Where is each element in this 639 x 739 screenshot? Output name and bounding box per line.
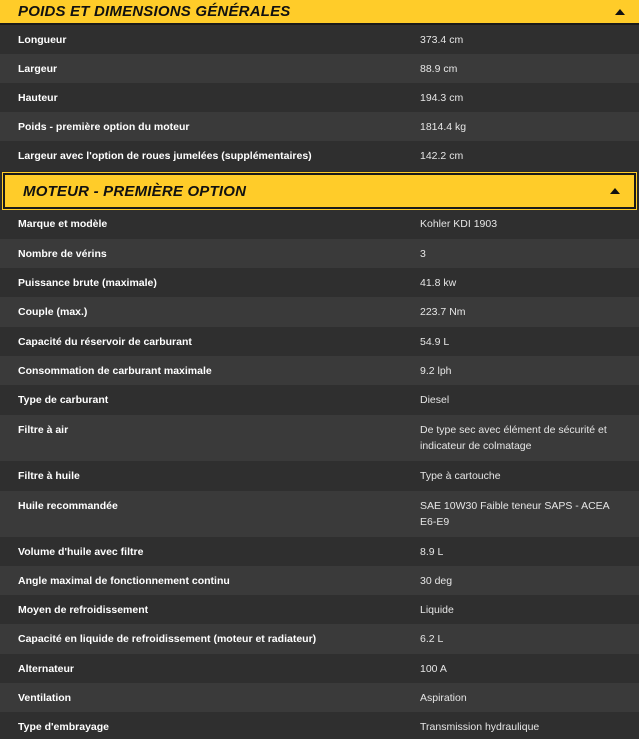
spec-label: Capacité en liquide de refroidissement (moteur et radiateur)	[18, 633, 317, 645]
table-row	[0, 712, 639, 739]
spec-label: Filtre à air	[18, 424, 69, 436]
spec-label: Alternateur	[18, 663, 75, 675]
spec-label: Poids - première option du moteur	[18, 121, 190, 133]
spec-label: Marque et modèle	[18, 218, 108, 230]
spec-value: 30 deg	[420, 575, 453, 587]
table-row	[0, 566, 639, 595]
spec-label: Moyen de refroidissement	[18, 604, 149, 616]
spec-value: 373.4 cm	[420, 34, 464, 46]
table-row	[0, 83, 639, 112]
spec-value: Transmission hydraulique	[420, 721, 540, 733]
spec-label: Largeur avec l'option de roues jumelées (supplémentaires)	[18, 150, 312, 162]
section-header-dimensions[interactable]	[0, 0, 639, 25]
spec-label: Angle maximal de fonctionnement continu	[18, 575, 230, 587]
table-row	[0, 385, 639, 415]
spec-label: Largeur	[18, 63, 58, 75]
spec-value: 142.2 cm	[420, 150, 464, 162]
spec-label: Huile recommandée	[18, 500, 118, 512]
spec-value: 41.8 kw	[420, 277, 457, 289]
spec-value: Kohler KDI 1903	[420, 218, 498, 230]
table-row	[0, 461, 639, 491]
table-row	[0, 595, 639, 624]
spec-value: Diesel	[420, 394, 450, 406]
spec-label: Puissance brute (maximale)	[18, 277, 157, 289]
spec-label: Ventilation	[18, 692, 72, 704]
spec-value: Liquide	[420, 604, 454, 616]
spec-label: Couple (max.)	[18, 306, 88, 318]
spec-label: Consommation de carburant maximale	[18, 365, 212, 377]
table-row	[0, 54, 639, 83]
chevron-up-icon[interactable]	[615, 9, 625, 15]
spec-label: Hauteur	[18, 92, 58, 104]
section-title: MOTEUR - PREMIÈRE OPTION	[23, 182, 247, 200]
spec-value: Type à cartouche	[420, 470, 501, 482]
section-header-engine[interactable]	[3, 173, 636, 209]
table-row	[0, 25, 639, 54]
spec-label: Capacité du réservoir de carburant	[18, 336, 192, 348]
table-row	[0, 141, 639, 171]
spec-value: 100 A	[420, 663, 447, 675]
spec-label: Type de carburant	[18, 394, 109, 406]
table-row	[0, 356, 639, 385]
spec-value: 1814.4 kg	[420, 121, 467, 133]
table-row	[0, 239, 639, 268]
spec-value: 8.9 L	[420, 546, 444, 558]
spec-value: 223.7 Nm	[420, 306, 466, 318]
spec-label: Nombre de vérins	[18, 248, 107, 260]
spec-value: Aspiration	[420, 692, 467, 704]
table-row	[0, 624, 639, 654]
spec-value: 54.9 L	[420, 336, 450, 348]
spec-label: Volume d'huile avec filtre	[18, 546, 144, 558]
spec-value: 88.9 cm	[420, 63, 458, 75]
spec-value: 3	[420, 248, 426, 260]
table-row	[0, 209, 639, 239]
table-row	[0, 268, 639, 297]
spec-label: Longueur	[18, 34, 67, 46]
spec-label: Type d'embrayage	[18, 721, 110, 733]
table-row	[0, 327, 639, 356]
table-row	[0, 491, 639, 537]
table-row	[0, 112, 639, 141]
table-row	[0, 683, 639, 712]
section-title: POIDS ET DIMENSIONS GÉNÉRALES	[18, 3, 291, 20]
spec-table-engine	[0, 209, 639, 739]
table-row	[0, 537, 639, 566]
spec-value: 194.3 cm	[420, 92, 464, 104]
table-row	[0, 297, 639, 327]
spec-value: 6.2 L	[420, 633, 444, 645]
spec-table-dimensions	[0, 25, 639, 171]
table-row	[0, 654, 639, 683]
spec-value: SAE 10W30 Faible teneur SAPS - ACEA E6-E9	[420, 500, 610, 528]
spec-value: 9.2 lph	[420, 365, 452, 377]
table-row	[0, 415, 639, 461]
chevron-up-icon[interactable]	[610, 188, 620, 194]
spec-value: De type sec avec élément de sécurité et indicateur de colmatage	[420, 424, 607, 452]
spec-label: Filtre à huile	[18, 470, 80, 482]
